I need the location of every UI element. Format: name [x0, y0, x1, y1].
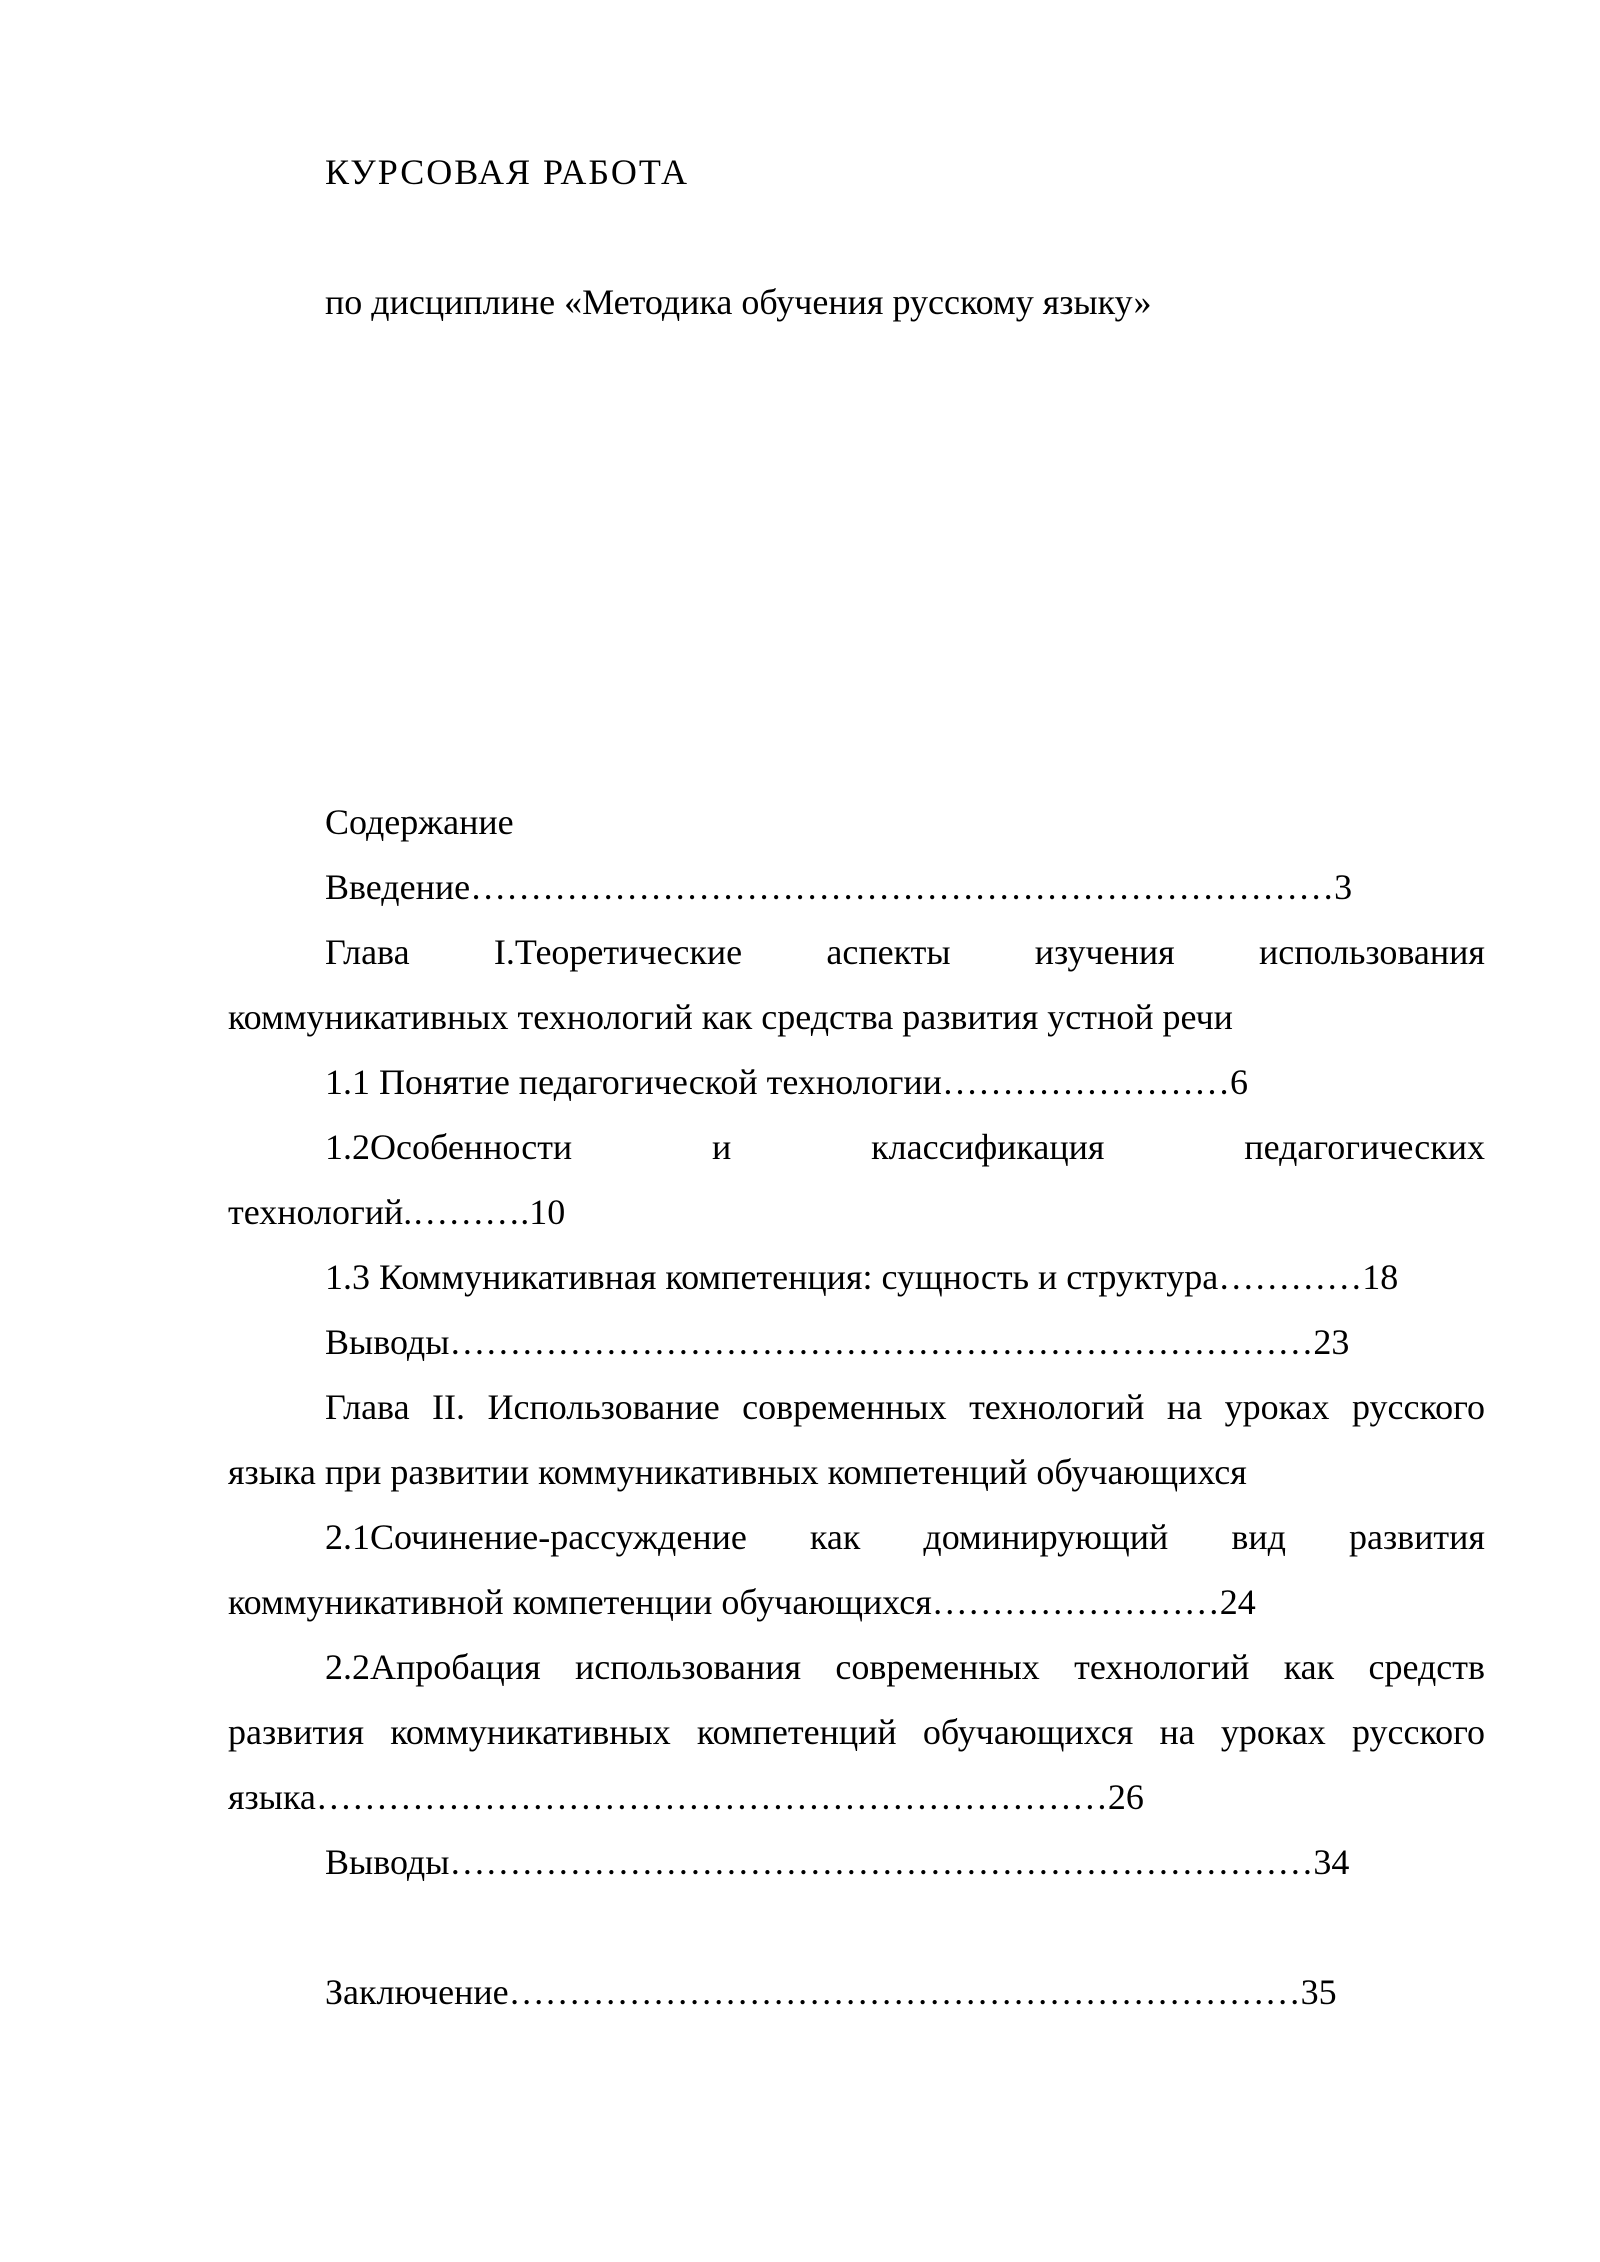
toc-entry-introduction: Введение………………………………………………………………3 [325, 867, 1353, 907]
toc-entry-1-1: 1.1 Понятие педагогической технологии……………………6 [325, 1062, 1248, 1102]
blank-line [228, 205, 1485, 270]
toc-chapter1-heading-line1: Глава I.Теоретические аспекты изучения использования [325, 932, 1485, 972]
toc-entry-2-2-line3: языка…………………………………………………………26 [228, 1777, 1144, 1817]
toc-entry-1-2-line1: 1.2Особенности и классификация педагогических [325, 1127, 1485, 1167]
blank-space [228, 335, 1485, 790]
toc-entry-1-2-line2: технологий.……….10 [228, 1192, 566, 1232]
toc-chapter2-heading-line2: языка при развитии коммуникативных компетенций обучающихся [228, 1452, 1247, 1492]
document-title: КУРСОВАЯ РАБОТА [325, 152, 690, 192]
toc-entry-2-1-line2: коммуникативной компетенции обучающихся……………………24 [228, 1582, 1256, 1622]
toc-entry-1-3: 1.3 Коммуникативная компетенция: сущность и структура…………18 [325, 1257, 1399, 1297]
toc-entry-conclusion: Заключение…………………………………………………………35 [325, 1972, 1337, 2012]
toc-entry-chapter2-conclusions: Выводы………………………………………………………………34 [325, 1842, 1350, 1882]
blank-line [228, 1895, 1485, 1960]
toc-chapter2-heading-line1: Глава II. Использование современных технологий на уроках русского [325, 1387, 1485, 1427]
toc-entry-2-2-line2: развития коммуникативных компетенций обучающихся на уроках русского [228, 1712, 1485, 1752]
toc-heading: Содержание [325, 802, 514, 842]
toc-chapter1-heading-line2: коммуникативных технологий как средства развития устной речи [228, 997, 1233, 1037]
document-subtitle: по дисциплине «Методика обучения русскому языку» [325, 282, 1152, 322]
toc-entry-2-1-line1: 2.1Сочинение-рассуждение как доминирующий вид развития [325, 1517, 1485, 1557]
toc-entry-2-2-line1: 2.2Апробация использования современных технологий как средств [325, 1647, 1485, 1687]
toc-entry-chapter1-conclusions: Выводы………………………………………………………………23 [325, 1322, 1350, 1362]
